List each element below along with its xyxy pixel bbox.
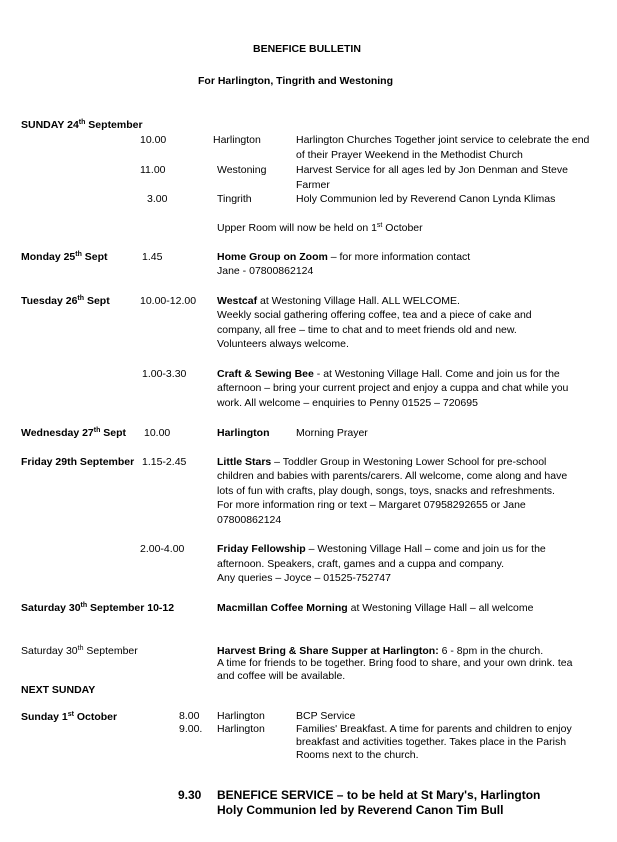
macmillan-event: Macmillan Coffee Morning at Westoning Village Hall – all welcome (217, 602, 534, 614)
service-place: Westoning (217, 164, 267, 176)
monday-day: Monday 25th Sept (21, 251, 108, 263)
event-time: 2.00-4.00 (140, 543, 185, 555)
event-place: Harlington (217, 427, 270, 439)
benefice-service-time: 9.30 (178, 788, 202, 802)
benefice-service-line: Holy Communion led by Reverend Canon Tim Bull (217, 803, 504, 817)
bulletin-title: BENEFICE BULLETIN (253, 43, 361, 55)
saturday-day: Saturday 30th September 10-12 (21, 602, 175, 614)
event-time: 1.45 (142, 251, 163, 263)
next-sunday-day: Sunday 1st October (21, 711, 118, 723)
benefice-service-line: BENEFICE SERVICE – to be held at St Mary's, Harlington (217, 788, 541, 802)
event-text-line: children and babies with parents/carers. All welcome, come along and have (217, 470, 568, 482)
event-text-line: 07800862124 (217, 514, 282, 526)
service-place: Harlington (217, 710, 265, 722)
service-place: Harlington (213, 134, 261, 146)
service-description: Holy Communion led by Reverend Canon Lynda Klimas (296, 193, 556, 205)
event-time: 10.00 (144, 427, 171, 439)
tuesday-day: Tuesday 26th Sept (21, 295, 110, 307)
bulletin-subtitle: For Harlington, Tingrith and Westoning (198, 75, 394, 87)
next-sunday-heading: NEXT SUNDAY (21, 684, 96, 696)
service-place: Harlington (217, 723, 265, 735)
service-time: 9.00. (179, 723, 203, 735)
event-time: 10.00-12.00 (140, 295, 197, 307)
service-description: Families' Breakfast. A time for parents and children to enjoy breakfast and activities together. Takes place in the Parish Rooms next to the church. (296, 723, 572, 761)
service-description: BCP Service (296, 710, 356, 722)
service-time: 3.00 (147, 193, 168, 205)
event-time: 1.15-2.45 (142, 456, 187, 468)
event-time: 1.00-3.30 (142, 368, 187, 380)
event-text-line: lots of fun with crafts, play dough, songs, toys, snacks and refreshments. (217, 485, 555, 497)
craft-sewing-event: Craft & Sewing Bee - at Westoning Village Hall. Come and join us for the (217, 368, 560, 380)
event-text-line: For more information ring or text – Margaret 07958292655 or Jane (217, 499, 526, 511)
event-text-line: work. All welcome – enquiries to Penny 01525 – 720695 (217, 397, 478, 409)
event-description: Morning Prayer (296, 427, 368, 439)
westcaf-event: Westcaf at Westoning Village Hall. ALL WELCOME. (217, 295, 460, 307)
event-text-line: afternoon. Speakers, craft, games and a cuppa and company. (217, 558, 504, 570)
friday-day: Friday 29th September (21, 456, 135, 468)
harvest-supper-event: Harvest Bring & Share Supper at Harlington: 6 - 8pm in the church. (217, 645, 544, 657)
sunday-heading: SUNDAY 24th September (21, 119, 143, 131)
upper-room-note: Upper Room will now be held on 1st October (217, 222, 423, 234)
event-text-line: Jane - 07800862124 (217, 265, 314, 277)
event-text-line: A time for friends to be together. Bring food to share, and your own drink. tea (217, 657, 573, 669)
home-group-event: Home Group on Zoom – for more information contact (217, 251, 471, 263)
service-description: Harlington Churches Together joint service to celebrate the end of their Prayer Weekend in the Methodist Church (296, 134, 590, 161)
wednesday-day: Wednesday 27th Sept (21, 427, 127, 439)
event-text-line: Volunteers always welcome. (217, 338, 349, 350)
service-time: 8.00 (179, 710, 200, 722)
event-text-line: and coffee will be available. (217, 670, 346, 682)
event-text-line: afternoon – bring your current project and enjoy a cuppa and chat while you (217, 382, 569, 394)
service-time: 10.00 (140, 134, 167, 146)
event-text-line: company, all free – time to chat and to meet friends old and new. (217, 324, 517, 336)
event-text-line: Weekly social gathering offering coffee, tea and a piece of cake and (217, 309, 532, 321)
service-description: Harvest Service for all ages led by Jon Denman and Steve Farmer (296, 164, 568, 191)
service-place: Tingrith (217, 193, 252, 205)
little-stars-event: Little Stars – Toddler Group in Westoning Lower School for pre-school (217, 456, 547, 468)
service-time: 11.00 (140, 164, 166, 176)
event-text-line: Any queries – Joyce – 01525-752747 (217, 572, 391, 584)
friday-fellowship-event: Friday Fellowship – Westoning Village Hall – come and join us for the (217, 543, 546, 555)
saturday-day: Saturday 30th September (21, 645, 138, 657)
